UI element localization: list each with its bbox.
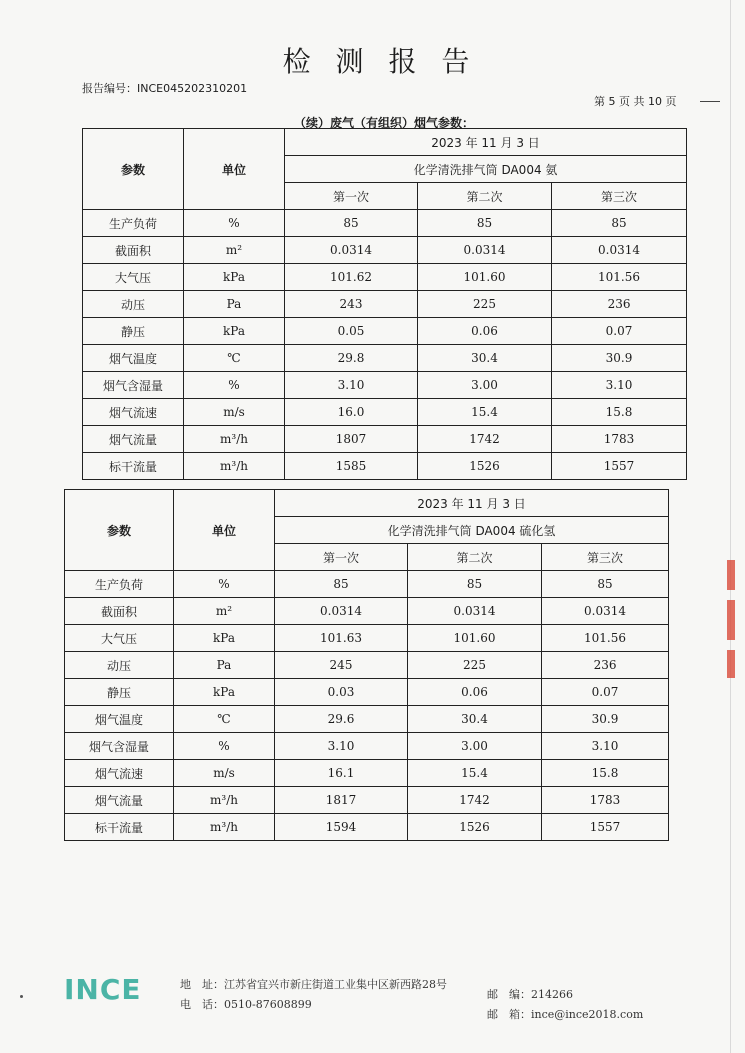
value-cell: 30.4	[418, 345, 552, 372]
param-cell: 大气压	[65, 625, 174, 652]
value-cell: 0.03	[275, 679, 408, 706]
param-cell: 大气压	[83, 264, 184, 291]
value-cell: 85	[552, 210, 687, 237]
run-header: 第三次	[552, 183, 687, 210]
unit-cell: m³/h	[184, 426, 285, 453]
unit-cell: Pa	[184, 291, 285, 318]
param-cell: 烟气流速	[65, 760, 174, 787]
value-cell: 85	[542, 571, 669, 598]
unit-header: 单位	[174, 490, 275, 571]
value-cell: 0.07	[542, 679, 669, 706]
unit-cell: m³/h	[184, 453, 285, 480]
value-cell: 1807	[285, 426, 418, 453]
value-cell: 0.0314	[408, 598, 542, 625]
sampling-date: 2023 年 11 月 3 日	[275, 490, 669, 517]
table-row	[83, 453, 687, 480]
param-header: 参数	[83, 129, 184, 210]
param-cell: 烟气含湿量	[83, 372, 184, 399]
sampling-source: 化学清洗排气筒 DA004 硫化氢	[275, 517, 669, 544]
param-cell: 动压	[83, 291, 184, 318]
value-cell: 3.00	[418, 372, 552, 399]
unit-cell: m³/h	[174, 787, 275, 814]
sampling-date: 2023 年 11 月 3 日	[285, 129, 687, 156]
value-cell: 0.06	[418, 318, 552, 345]
header-row	[83, 129, 687, 156]
value-cell: 225	[418, 291, 552, 318]
value-cell: 101.56	[552, 264, 687, 291]
report-number: 报告编号：INCE045202310201	[82, 82, 248, 95]
section-title: （续）废气（有组织）烟气参数：	[293, 116, 474, 130]
table-row	[65, 760, 669, 787]
table-row	[83, 291, 687, 318]
flue-gas-table-ammonia	[82, 128, 687, 480]
table-row	[65, 652, 669, 679]
table-row	[83, 237, 687, 264]
value-cell: 3.10	[552, 372, 687, 399]
value-cell: 3.10	[542, 733, 669, 760]
table-row	[65, 814, 669, 841]
table-row	[65, 706, 669, 733]
param-cell: 烟气流量	[83, 426, 184, 453]
unit-cell: m/s	[184, 399, 285, 426]
margin-dot	[20, 995, 23, 998]
unit-cell: %	[174, 733, 275, 760]
param-cell: 静压	[83, 318, 184, 345]
value-cell: 16.1	[275, 760, 408, 787]
value-cell: 85	[418, 210, 552, 237]
table-row	[65, 733, 669, 760]
param-header: 参数	[65, 490, 174, 571]
value-cell: 243	[285, 291, 418, 318]
value-cell: 236	[552, 291, 687, 318]
value-cell: 1526	[418, 453, 552, 480]
value-cell: 1585	[285, 453, 418, 480]
value-cell: 29.8	[285, 345, 418, 372]
value-cell: 3.10	[285, 372, 418, 399]
table-row	[65, 625, 669, 652]
value-cell: 30.9	[542, 706, 669, 733]
table-row	[65, 679, 669, 706]
page-info-rule	[700, 101, 720, 102]
unit-header: 单位	[184, 129, 285, 210]
param-cell: 截面积	[65, 598, 174, 625]
table-row	[83, 345, 687, 372]
value-cell: 85	[408, 571, 542, 598]
value-cell: 1594	[275, 814, 408, 841]
param-cell: 标干流量	[83, 453, 184, 480]
value-cell: 1742	[408, 787, 542, 814]
value-cell: 245	[275, 652, 408, 679]
param-cell: 生产负荷	[83, 210, 184, 237]
param-cell: 静压	[65, 679, 174, 706]
page-edge	[730, 0, 731, 1053]
param-cell: 标干流量	[65, 814, 174, 841]
unit-cell: kPa	[174, 625, 275, 652]
value-cell: 15.8	[552, 399, 687, 426]
sampling-source: 化学清洗排气筒 DA004 氨	[285, 156, 687, 183]
value-cell: 85	[285, 210, 418, 237]
value-cell: 1557	[552, 453, 687, 480]
page-info: 第 5 页 共 10 页	[594, 95, 677, 108]
value-cell: 29.6	[275, 706, 408, 733]
param-cell: 烟气温度	[65, 706, 174, 733]
table-row	[65, 598, 669, 625]
unit-cell: m³/h	[174, 814, 275, 841]
value-cell: 3.00	[408, 733, 542, 760]
run-header: 第一次	[275, 544, 408, 571]
value-cell: 0.06	[408, 679, 542, 706]
company-logo: INCE	[64, 973, 142, 1006]
value-cell: 101.60	[418, 264, 552, 291]
param-cell: 烟气流速	[83, 399, 184, 426]
value-cell: 3.10	[275, 733, 408, 760]
footer-phone: 电 话：0510-87608899	[180, 998, 312, 1011]
value-cell: 0.0314	[418, 237, 552, 264]
value-cell: 1526	[408, 814, 542, 841]
table-row	[65, 571, 669, 598]
table-row	[83, 264, 687, 291]
unit-cell: %	[184, 210, 285, 237]
value-cell: 101.56	[542, 625, 669, 652]
value-cell: 0.0314	[552, 237, 687, 264]
value-cell: 101.63	[275, 625, 408, 652]
value-cell: 236	[542, 652, 669, 679]
unit-cell: ℃	[174, 706, 275, 733]
param-cell: 截面积	[83, 237, 184, 264]
value-cell: 0.0314	[285, 237, 418, 264]
report-title: 检 测 报 告	[282, 45, 478, 78]
value-cell: 1783	[552, 426, 687, 453]
param-cell: 烟气流量	[65, 787, 174, 814]
value-cell: 101.62	[285, 264, 418, 291]
value-cell: 1557	[542, 814, 669, 841]
param-cell: 动压	[65, 652, 174, 679]
table-row	[65, 787, 669, 814]
footer-address: 地 址：江苏省宜兴市新庄街道工业集中区新西路28号	[180, 978, 447, 991]
header-row	[65, 490, 669, 517]
run-header: 第三次	[542, 544, 669, 571]
value-cell: 0.07	[552, 318, 687, 345]
table-row	[83, 426, 687, 453]
value-cell: 16.0	[285, 399, 418, 426]
value-cell: 1783	[542, 787, 669, 814]
unit-cell: kPa	[184, 318, 285, 345]
unit-cell: kPa	[184, 264, 285, 291]
value-cell: 15.4	[418, 399, 552, 426]
param-cell: 烟气含湿量	[65, 733, 174, 760]
footer-postcode: 邮 编：214266	[487, 988, 573, 1001]
unit-cell: m/s	[174, 760, 275, 787]
value-cell: 1817	[275, 787, 408, 814]
table-row	[83, 210, 687, 237]
value-cell: 15.8	[542, 760, 669, 787]
run-header: 第一次	[285, 183, 418, 210]
value-cell: 85	[275, 571, 408, 598]
unit-cell: Pa	[174, 652, 275, 679]
unit-cell: kPa	[174, 679, 275, 706]
unit-cell: ℃	[184, 345, 285, 372]
value-cell: 1742	[418, 426, 552, 453]
value-cell: 30.9	[552, 345, 687, 372]
footer-email: 邮 箱：ince@ince2018.com	[487, 1008, 644, 1021]
table-row	[83, 372, 687, 399]
run-header: 第二次	[418, 183, 552, 210]
unit-cell: %	[174, 571, 275, 598]
value-cell: 0.0314	[542, 598, 669, 625]
param-cell: 烟气温度	[83, 345, 184, 372]
value-cell: 225	[408, 652, 542, 679]
value-cell: 30.4	[408, 706, 542, 733]
param-cell: 生产负荷	[65, 571, 174, 598]
value-cell: 0.05	[285, 318, 418, 345]
value-cell: 101.60	[408, 625, 542, 652]
value-cell: 0.0314	[275, 598, 408, 625]
table-row	[83, 318, 687, 345]
flue-gas-table-hydrogen-sulfide	[64, 489, 669, 841]
run-header: 第二次	[408, 544, 542, 571]
unit-cell: m²	[174, 598, 275, 625]
unit-cell: m²	[184, 237, 285, 264]
red-stamp-mark	[727, 560, 741, 700]
table-row	[83, 399, 687, 426]
unit-cell: %	[184, 372, 285, 399]
value-cell: 15.4	[408, 760, 542, 787]
